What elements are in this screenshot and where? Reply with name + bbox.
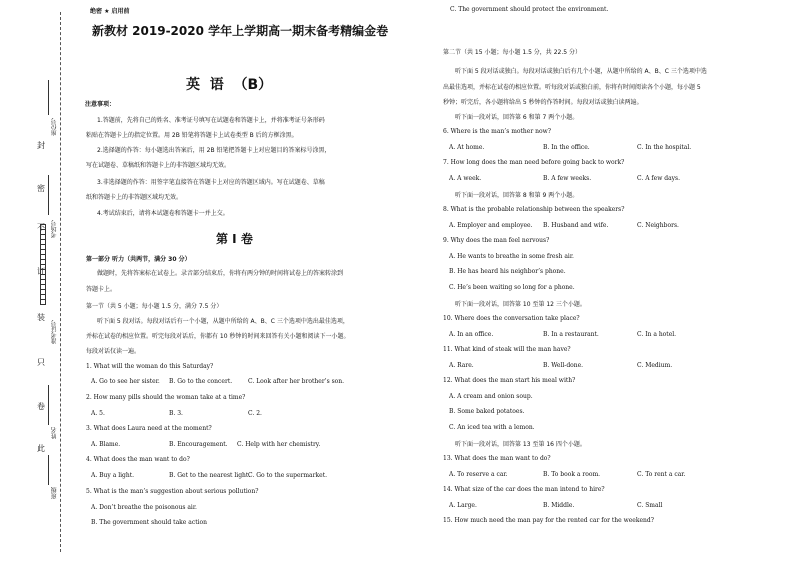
option[interactable]: B. Husband and wife. bbox=[543, 222, 609, 229]
margin-char: 不 bbox=[37, 223, 45, 232]
option[interactable]: C. An iced tea with a lemon. bbox=[449, 424, 535, 431]
option[interactable]: C. Go to the supermarket. bbox=[248, 472, 328, 479]
direction-line: 听下面一段对话，回答第 8 和第 9 两个小题。 bbox=[455, 192, 579, 199]
direction-line: 听下面一段对话，回答第 6 和第 7 两个小题。 bbox=[455, 114, 579, 121]
option[interactable]: A. A week. bbox=[449, 175, 482, 182]
option[interactable]: B. Middle. bbox=[543, 502, 575, 509]
class-field-line[interactable] bbox=[48, 455, 49, 485]
confidential-mark: 绝密 ★ 启用前 bbox=[90, 8, 130, 15]
option[interactable]: A. 5. bbox=[91, 410, 105, 417]
notice-line: 粘贴在答题卡上的指定位置。用 2B 铅笔将答题卡上试卷类型 B 后的方框涂黑。 bbox=[86, 132, 298, 139]
part1-heading: 第一部分 听力（共两节，满分 30 分） bbox=[86, 256, 191, 263]
instruction-line: 秒钟；听完后，各小题将给出 5 秒钟的作答时间。每段对话或独白读两遍。 bbox=[443, 99, 643, 106]
option[interactable]: C. In the hospital. bbox=[637, 144, 692, 151]
option[interactable]: A. At home. bbox=[449, 144, 485, 151]
question-10: 10. Where does the conversation take place? bbox=[443, 315, 580, 322]
exam-id-field-label: 准考证号 bbox=[51, 320, 58, 344]
question-14: 14. What size of the car does the man intend to hire? bbox=[443, 486, 605, 493]
question-5: 5. What is the man’s suggestion about serious pollution? bbox=[86, 488, 259, 495]
direction-line: 听下面一段对话，回答第 10 至第 12 三个小题。 bbox=[455, 301, 586, 308]
notice-heading: 注意事项： bbox=[85, 101, 116, 108]
option[interactable]: A. Don’t breathe the poisonous air. bbox=[91, 504, 197, 511]
margin-char: 此 bbox=[37, 444, 45, 453]
notice-line: 4.考试结束后，请将本试题卷和答题卡一并上交。 bbox=[97, 210, 229, 217]
instruction-line: 答题卡上。 bbox=[86, 286, 117, 293]
margin-char: 封 bbox=[37, 141, 45, 150]
option[interactable]: A. Large. bbox=[449, 502, 477, 509]
cut-line bbox=[60, 12, 61, 552]
margin-char: 订 bbox=[37, 267, 45, 276]
option[interactable]: B. In a restaurant. bbox=[543, 331, 599, 338]
seat-field-label: 座位号 bbox=[51, 118, 58, 136]
exam-title: 新教材 2019-2020 学年上学期高一期末备考精编金卷 bbox=[92, 24, 389, 38]
question-7: 7. How long does the man need before going back to work? bbox=[443, 159, 625, 166]
seat-field-line[interactable] bbox=[48, 80, 49, 115]
class-field-label: 班级 bbox=[51, 487, 58, 499]
option[interactable]: A. Buy a light. bbox=[91, 472, 135, 479]
question-2: 2. How many pills should the woman take at a time? bbox=[86, 394, 246, 401]
room-field-line[interactable] bbox=[48, 175, 49, 215]
option[interactable]: B. He has heard his neighbor’s phone. bbox=[449, 268, 566, 275]
option[interactable]: C. Help with her chemistry. bbox=[237, 441, 321, 448]
question-6: 6. Where is the man’s mother now? bbox=[443, 128, 551, 135]
option[interactable]: B. Get to the nearest light. bbox=[169, 472, 251, 479]
question-9: 9. Why does the man feel nervous? bbox=[443, 237, 550, 244]
exam-id-grid[interactable] bbox=[40, 225, 46, 305]
option[interactable]: A. To reserve a car. bbox=[449, 471, 508, 478]
margin-char: 只 bbox=[37, 358, 45, 367]
option[interactable]: B. The government should take action bbox=[91, 519, 208, 526]
option[interactable]: B. Some baked potatoes. bbox=[449, 408, 525, 415]
question-8: 8. What is the probable relationship between the speakers? bbox=[443, 206, 625, 213]
margin-char: 卷 bbox=[37, 402, 45, 411]
margin-char: 装 bbox=[37, 313, 45, 322]
direction-line: 听下面一段对话，回答第 13 至第 16 四个小题。 bbox=[455, 441, 586, 448]
question-3: 3. What does Laura need at the moment? bbox=[86, 425, 212, 432]
notice-line: 1.答题前，先将自己的姓名、准考证号填写在试题卷和答题卡上，并将准考证号条形码 bbox=[97, 117, 325, 124]
option[interactable]: B. In the office. bbox=[543, 144, 590, 151]
instruction-line: 做题时，先将答案标在试卷上。录音部分结束后，你将有两分钟的时间将试卷上的答案转涂到 bbox=[97, 270, 344, 277]
option[interactable]: C. A few days. bbox=[637, 175, 681, 182]
option[interactable]: A. In an office. bbox=[449, 331, 494, 338]
option[interactable]: B. Well-done. bbox=[543, 362, 584, 369]
margin-char: 密 bbox=[37, 184, 45, 193]
instruction-line: 出最佳选项，并标在试卷的相应位置。听每段对话或独白前，你将有时间阅读各个小题，每小题 5 bbox=[443, 84, 701, 91]
question-13: 13. What does the man want to do? bbox=[443, 455, 551, 462]
instruction-line: 并标在试卷的相应位置。听完每段对话后，你都有 10 秒钟的时间来回答有关小题和阅读下一小题。 bbox=[86, 333, 350, 340]
option[interactable]: C. Medium. bbox=[637, 362, 673, 369]
notice-line: 写在试题卷、草稿纸和答题卡上的非答题区域均无效。 bbox=[86, 162, 231, 169]
option[interactable]: A. A cream and onion soup. bbox=[449, 393, 533, 400]
volume-title: 第 I 卷 bbox=[216, 232, 253, 246]
option[interactable]: C. In a hotel. bbox=[637, 331, 677, 338]
option[interactable]: B. Go to the concert. bbox=[169, 378, 233, 385]
question-1: 1. What will the woman do this Saturday? bbox=[86, 363, 214, 370]
instruction-line: 每段对话仅读一遍。 bbox=[86, 348, 141, 355]
question-4: 4. What does the man want to do? bbox=[86, 456, 190, 463]
section1-heading: 第一节（共 5 小题；每小题 1.5 分，满分 7.5 分） bbox=[86, 303, 223, 310]
name-field-label: 姓名 bbox=[51, 427, 58, 439]
room-field-label: 考场号 bbox=[51, 220, 58, 238]
option[interactable]: A. Employer and employee. bbox=[449, 222, 533, 229]
option[interactable]: A. Rare. bbox=[449, 362, 474, 369]
question-11: 11. What kind of steak will the man have? bbox=[443, 346, 571, 353]
option[interactable]: B. A few weeks. bbox=[543, 175, 592, 182]
name-field-line[interactable] bbox=[48, 385, 49, 425]
option[interactable]: C. Look after her brother’s son. bbox=[248, 378, 345, 385]
question-15: 15. How much need the man pay for the rented car for the weekend? bbox=[443, 517, 654, 524]
option[interactable]: A. He wants to breathe in some fresh air. bbox=[449, 253, 574, 260]
option[interactable]: C. He’s been waiting so long for a phone. bbox=[449, 284, 575, 291]
option[interactable]: B. Encouragement. bbox=[169, 441, 228, 448]
option[interactable]: C. Small bbox=[637, 502, 663, 509]
option[interactable]: B. 3. bbox=[169, 410, 183, 417]
question-12: 12. What does the man start his meal with? bbox=[443, 377, 576, 384]
option[interactable]: C. 2. bbox=[248, 410, 262, 417]
notice-line: 3.非选择题的作答：用签字笔直接答在答题卡上对应的答题区域内。写在试题卷、草稿 bbox=[97, 179, 325, 186]
option[interactable]: B. To book a room. bbox=[543, 471, 601, 478]
section2-heading: 第二节（共 15 小题；每小题 1.5 分，共 22.5 分） bbox=[443, 49, 581, 56]
option[interactable]: C. To rent a car. bbox=[637, 471, 686, 478]
option[interactable]: A. Go to see her sister. bbox=[91, 378, 160, 385]
option[interactable]: C. The government should protect the environment. bbox=[450, 6, 609, 13]
option[interactable]: A. Blame. bbox=[91, 441, 121, 448]
subject-title: 英 语 （B） bbox=[186, 77, 273, 93]
notice-line: 2.选择题的作答：每小题选出答案后，用 2B 铅笔把答题卡上对应题目的答案标号涂黑， bbox=[97, 147, 331, 154]
instruction-line: 听下面 5 段对话。每段对话后有一个小题，从题中所给的 A、B、C 三个选项中选出最佳选项， bbox=[97, 318, 349, 325]
notice-line: 纸和答题卡上的非答题区域均无效。 bbox=[86, 194, 183, 201]
option[interactable]: C. Neighbors. bbox=[637, 222, 679, 229]
instruction-line: 听下面 5 段对话或独白。每段对话或独白后有几个小题，从题中所给的 A、B、C 三个选项中选 bbox=[455, 68, 707, 75]
